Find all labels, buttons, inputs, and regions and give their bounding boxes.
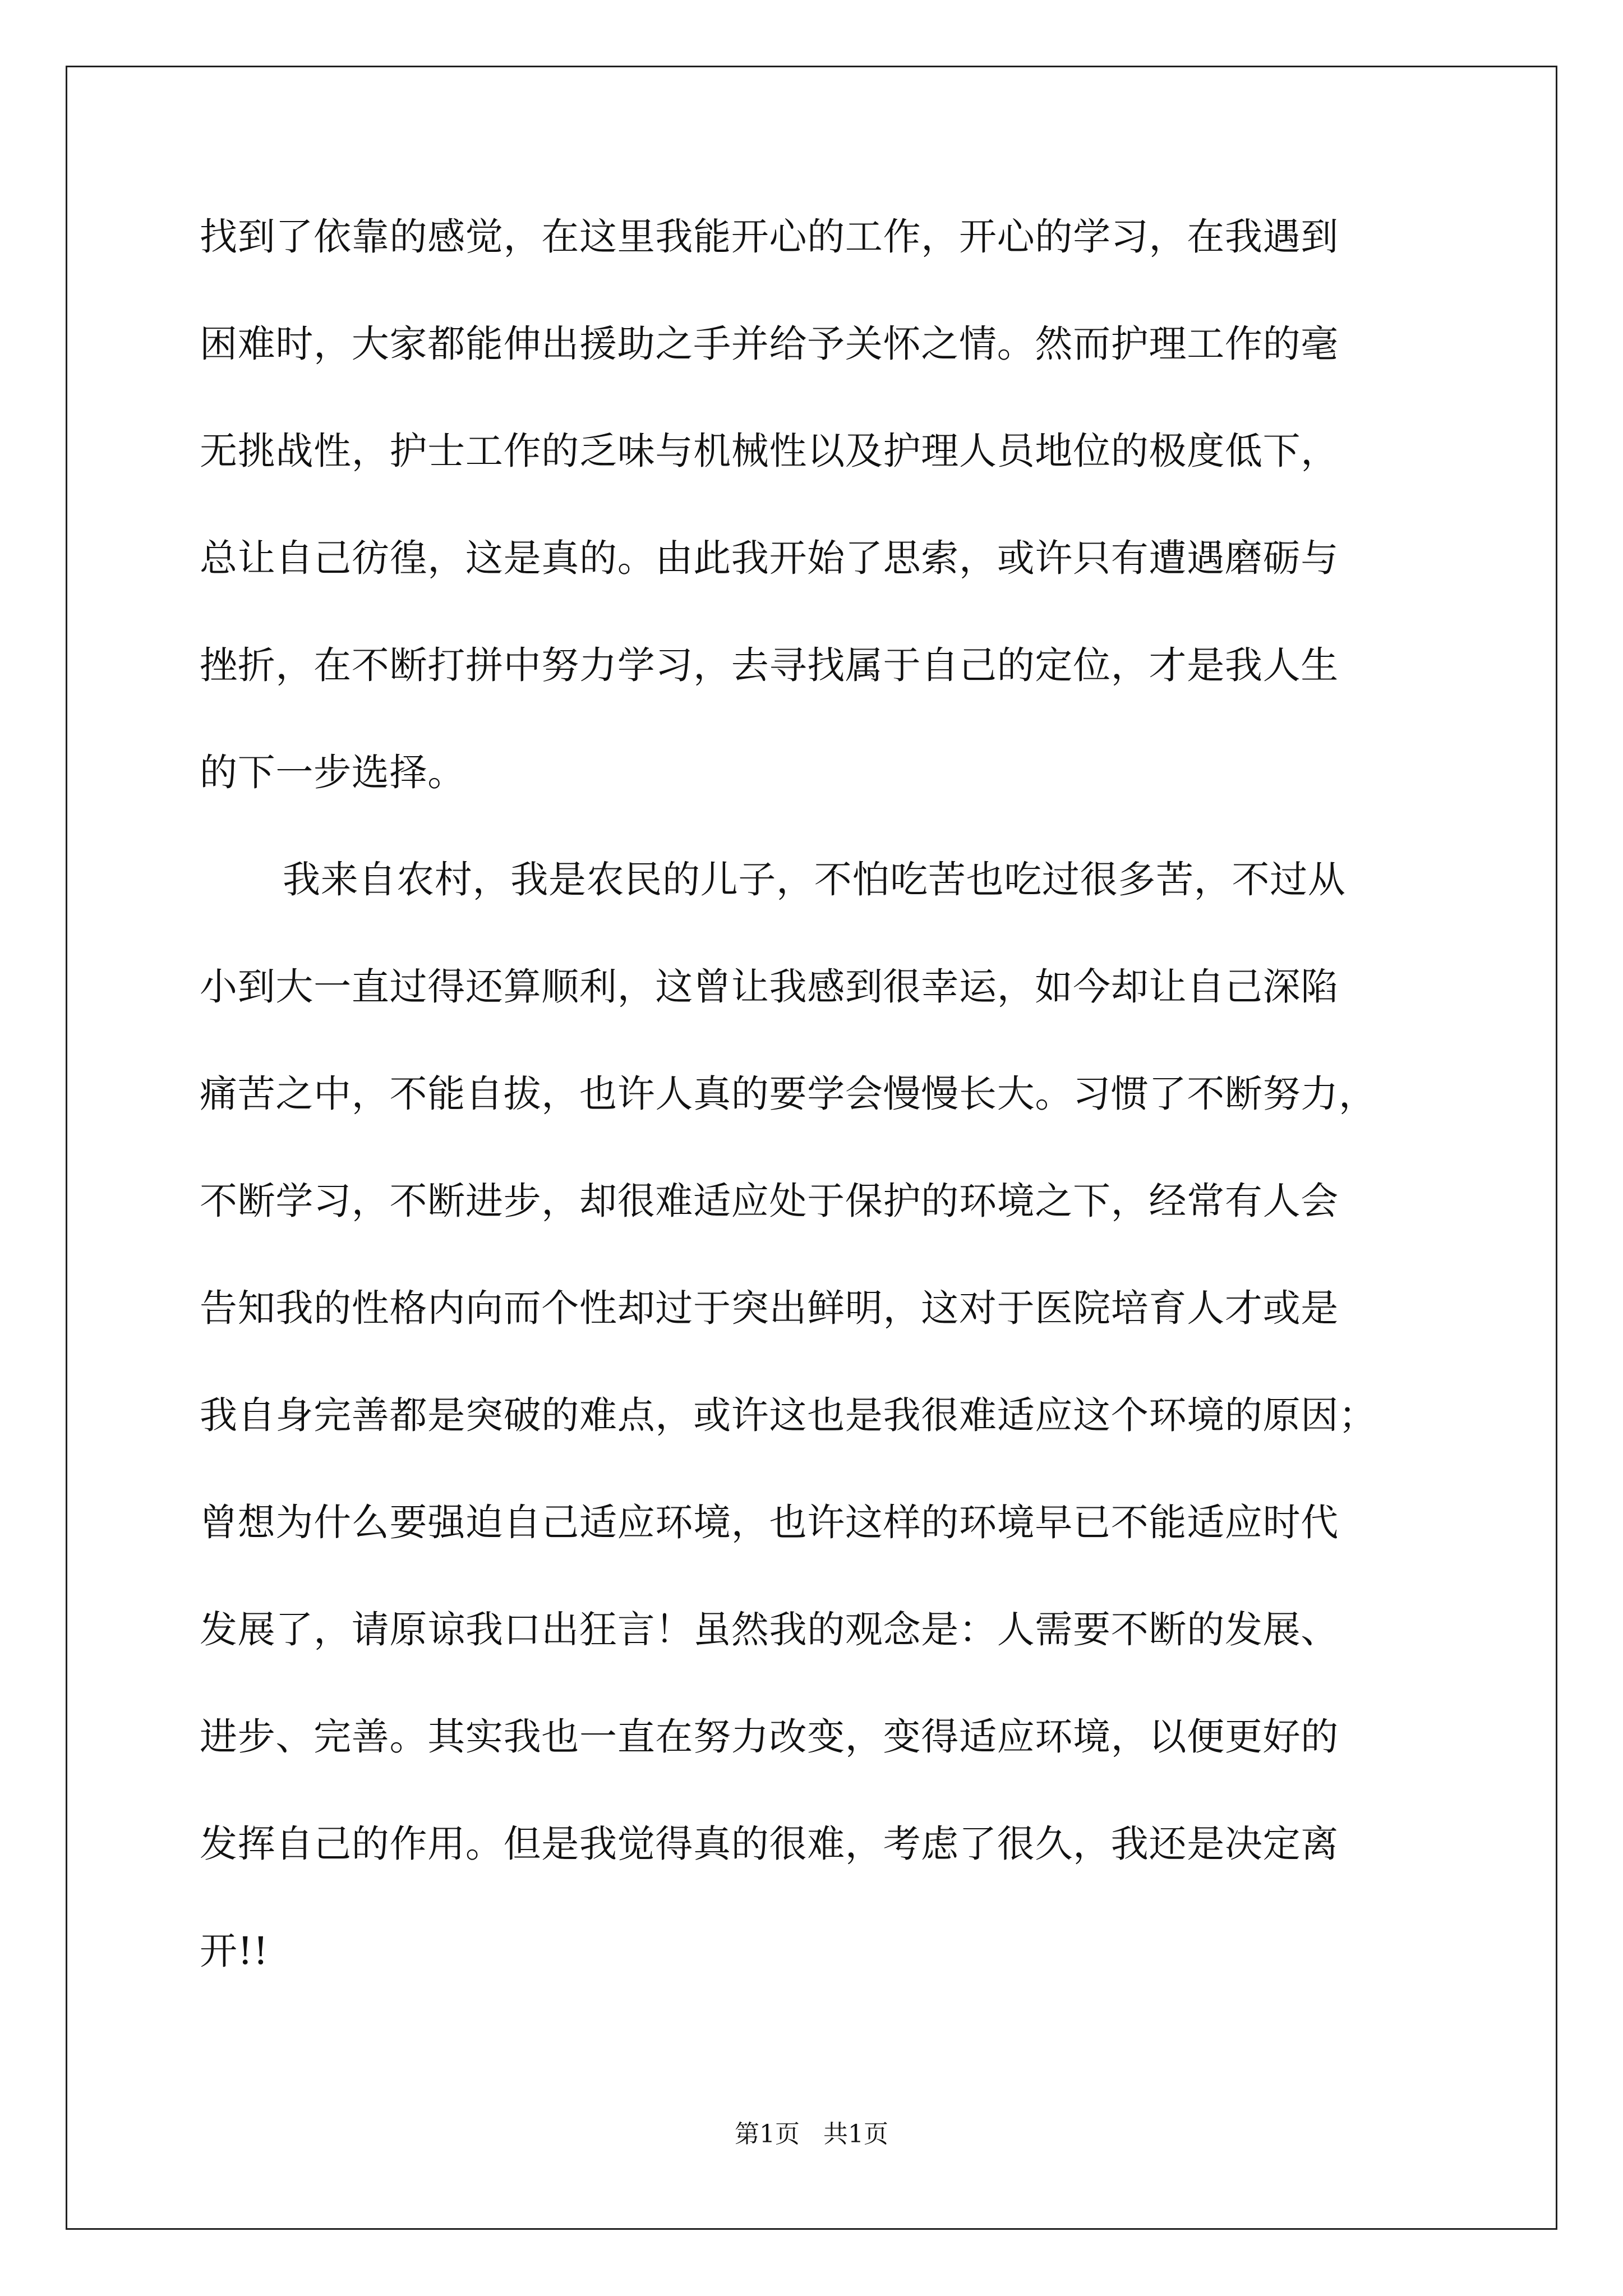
text-line: 挫折，在不断打拼中努力学习，去寻找属于自己的定位，才是我人生 <box>200 643 1339 687</box>
text-line: 找到了依靠的感觉，在这里我能开心的工作，开心的学习，在我遇到 <box>200 215 1339 259</box>
page-border <box>66 66 1557 2230</box>
text-line: 我自身完善都是突破的难点，或许这也是我很难适应这个环境的原因； <box>200 1393 1377 1437</box>
text-line: 曾想为什么要强迫自己适应环境，也许这样的环境早已不能适应时代 <box>200 1501 1339 1544</box>
text-line: 发挥自己的作用。但是我觉得真的很难，考虑了很久，我还是决定离 <box>200 1822 1339 1866</box>
text-line: 开!! <box>200 1929 269 1973</box>
text-line: 小到大一直过得还算顺利，这曾让我感到很幸运，如今却让自己深陷 <box>200 965 1339 1009</box>
text-line: 困难时，大家都能伸出援助之手并给予关怀之情。然而护理工作的毫 <box>200 322 1339 366</box>
text-line: 进步、完善。其实我也一直在努力改变，变得适应环境，以便更好的 <box>200 1715 1339 1759</box>
text-line: 发展了，请原谅我口出狂言！虽然我的观念是：人需要不断的发展、 <box>200 1608 1339 1651</box>
paragraph-first-line: 我来自农村，我是农民的儿子，不怕吃苦也吃过很多苦，不过从 <box>283 858 1346 901</box>
text-line: 无挑战性，护士工作的乏味与机械性以及护理人员地位的极度低下， <box>200 429 1339 473</box>
text-line: 总让自己彷徨，这是真的。由此我开始了思索，或许只有遭遇磨砺与 <box>200 536 1339 580</box>
text-line: 不断学习，不断进步，却很难适应处于保护的环境之下，经常有人会 <box>200 1179 1339 1223</box>
text-line: 的下一步选择。 <box>200 751 465 794</box>
text-line: 告知我的性格内向而个性却过于突出鲜明，这对于医院培育人才或是 <box>200 1286 1339 1330</box>
text-line: 痛苦之中，不能自拔，也许人真的要学会慢慢长大。习惯了不断努力， <box>200 1072 1377 1116</box>
page-number-footer: 第1页 共1页 <box>735 2120 888 2148</box>
